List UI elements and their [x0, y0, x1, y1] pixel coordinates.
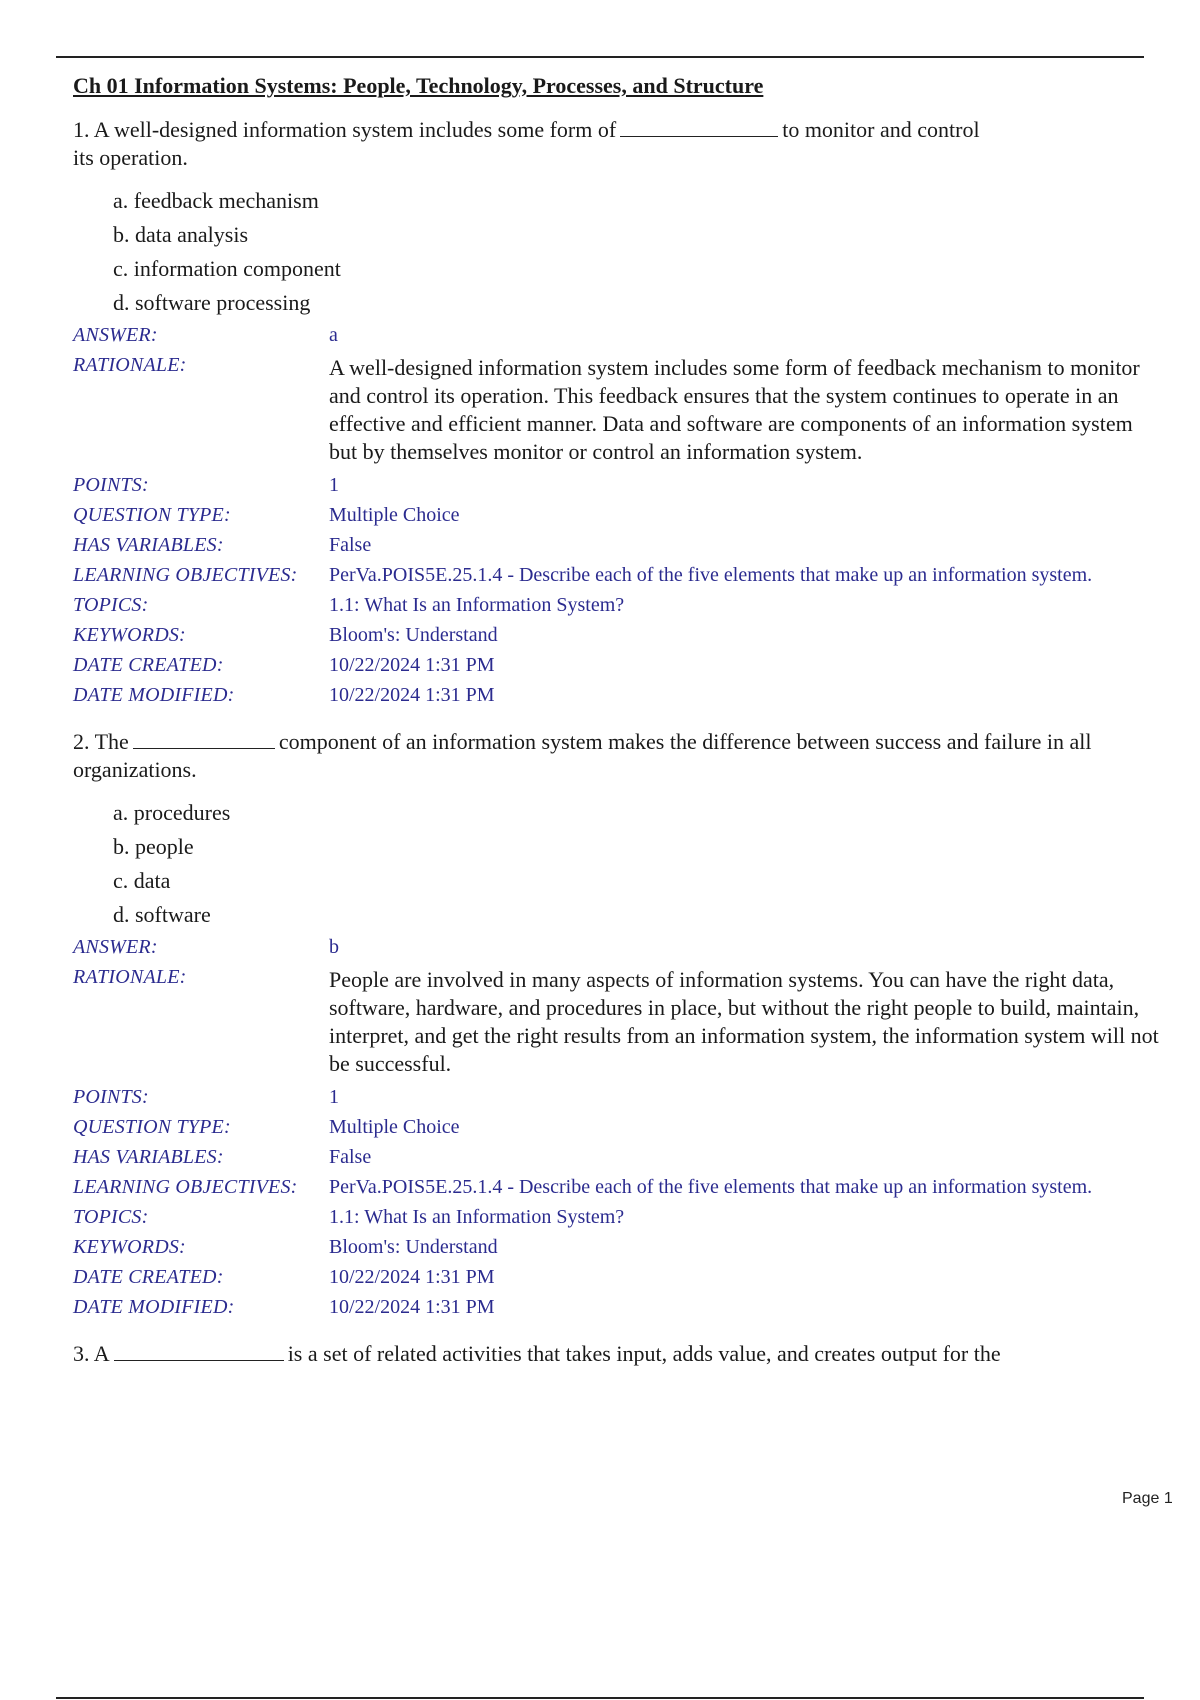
meta-label: RATIONALE:: [73, 354, 187, 376]
date-created-value: 10/22/2024 1:31 PM: [329, 654, 495, 676]
meta-row-has-variables: [73, 530, 1163, 560]
meta-row-date-created: [73, 650, 1163, 680]
meta-label: TOPICS:: [73, 594, 149, 616]
meta-row-topics: [73, 1202, 1163, 1232]
question-metadata: [73, 932, 1163, 1322]
choice-a: a. procedures: [113, 800, 231, 825]
date-modified-value: 10/22/2024 1:31 PM: [329, 1296, 495, 1318]
meta-row-points: [73, 470, 1163, 500]
meta-row-answer: [73, 932, 1163, 962]
meta-label: QUESTION TYPE:: [73, 504, 231, 526]
meta-label: POINTS:: [73, 474, 149, 496]
meta-label: POINTS:: [73, 1086, 149, 1108]
has-variables-value: False: [329, 534, 372, 556]
choice-c: c. information component: [113, 256, 341, 281]
answer-value: a: [329, 324, 338, 346]
question-stem: [73, 728, 1163, 784]
meta-label: HAS VARIABLES:: [73, 534, 224, 556]
stem-after: component of an information system makes the difference between success and failure in all organizations.: [73, 729, 1092, 782]
top-rule: [56, 56, 1144, 58]
has-variables-value: False: [329, 1146, 372, 1168]
stem-before: 3. A: [73, 1341, 110, 1366]
question-metadata: [73, 320, 1163, 710]
topics-value: 1.1: What Is an Information System?: [329, 594, 625, 616]
meta-label: DATE CREATED:: [73, 1266, 224, 1288]
bottom-rule: [56, 1697, 1144, 1699]
meta-label: HAS VARIABLES:: [73, 1146, 224, 1168]
keywords-value: Bloom's: Understand: [329, 1236, 498, 1258]
meta-label: QUESTION TYPE:: [73, 1116, 231, 1138]
meta-label: LEARNING OBJECTIVES:: [73, 564, 298, 586]
choice-d: d. software processing: [113, 290, 311, 315]
choice-b: b. data analysis: [113, 222, 249, 247]
points-value: 1: [329, 474, 339, 496]
meta-row-question-type: [73, 500, 1163, 530]
meta-label: DATE MODIFIED:: [73, 684, 235, 706]
question-stem: [73, 116, 993, 172]
document-title: Ch 01 Information Systems: People, Technology, Processes, and Structure: [73, 73, 764, 98]
rationale-value: A well-designed information system includes some form of feedback mechanism to monitor and control its operation. This feedback ensures that the system continues to operate in an effective and efficient manner. Data and software are components of an information system but by themselves monitor or control an information system.: [329, 355, 1140, 464]
meta-row-answer: [73, 320, 1163, 350]
meta-label: LEARNING OBJECTIVES:: [73, 1176, 298, 1198]
question-1: [73, 116, 1163, 710]
meta-row-topics: [73, 590, 1163, 620]
learning-objectives-value: PerVa.POIS5E.25.1.4 - Describe each of the five elements that make up an information system.: [329, 1176, 1093, 1198]
choice-d: d. software: [113, 902, 211, 927]
points-value: 1: [329, 1086, 339, 1108]
meta-row-question-type: [73, 1112, 1163, 1142]
answer-value: b: [329, 936, 339, 958]
meta-row-rationale: [73, 350, 1163, 470]
answer-choices: [113, 796, 1163, 932]
meta-row-learning-objectives: [73, 560, 1163, 590]
meta-label: KEYWORDS:: [73, 1236, 186, 1258]
rationale-value: People are involved in many aspects of information systems. You can have the right data, software, hardware, and procedures in place, but without the right people to build, maintain, interpret, and get the right results from an information system, the information system will not be successful.: [329, 967, 1159, 1076]
choice-b: b. people: [113, 834, 194, 859]
question-2: [73, 728, 1163, 1322]
answer-choices: [113, 184, 1163, 320]
meta-row-learning-objectives: [73, 1172, 1163, 1202]
stem-after: to monitor and control its operation.: [73, 117, 980, 170]
meta-label: TOPICS:: [73, 1206, 149, 1228]
question-type-value: Multiple Choice: [329, 1116, 460, 1138]
meta-row-date-modified: [73, 680, 1163, 710]
meta-label: ANSWER:: [73, 936, 158, 958]
topics-value: 1.1: What Is an Information System?: [329, 1206, 625, 1228]
question-stem: [73, 1340, 1163, 1368]
meta-row-keywords: [73, 1232, 1163, 1262]
meta-row-points: [73, 1082, 1163, 1112]
meta-row-keywords: [73, 620, 1163, 650]
meta-label: DATE CREATED:: [73, 654, 224, 676]
fill-in-blank: [133, 728, 275, 749]
meta-label: ANSWER:: [73, 324, 158, 346]
question-3: [73, 1340, 1163, 1368]
fill-in-blank: [114, 1340, 284, 1361]
choice-a: a. feedback mechanism: [113, 188, 319, 213]
fill-in-blank: [620, 116, 778, 137]
meta-label: KEYWORDS:: [73, 624, 186, 646]
meta-row-date-modified: [73, 1292, 1163, 1322]
document-body: [73, 72, 1163, 1386]
question-type-value: Multiple Choice: [329, 504, 460, 526]
meta-label: DATE MODIFIED:: [73, 1296, 235, 1318]
keywords-value: Bloom's: Understand: [329, 624, 498, 646]
stem-after: is a set of related activities that takes input, adds value, and creates output for the: [287, 1341, 1001, 1366]
meta-row-rationale: [73, 962, 1163, 1082]
meta-label: RATIONALE:: [73, 966, 187, 988]
choice-c: c. data: [113, 868, 171, 893]
date-created-value: 10/22/2024 1:31 PM: [329, 1266, 495, 1288]
meta-row-date-created: [73, 1262, 1163, 1292]
page-number: Page 1: [1122, 1490, 1173, 1507]
stem-before: 2. The: [73, 729, 129, 754]
stem-before: 1. A well-designed information system includes some form of: [73, 117, 617, 142]
learning-objectives-value: PerVa.POIS5E.25.1.4 - Describe each of the five elements that make up an information system.: [329, 564, 1093, 586]
meta-row-has-variables: [73, 1142, 1163, 1172]
date-modified-value: 10/22/2024 1:31 PM: [329, 684, 495, 706]
